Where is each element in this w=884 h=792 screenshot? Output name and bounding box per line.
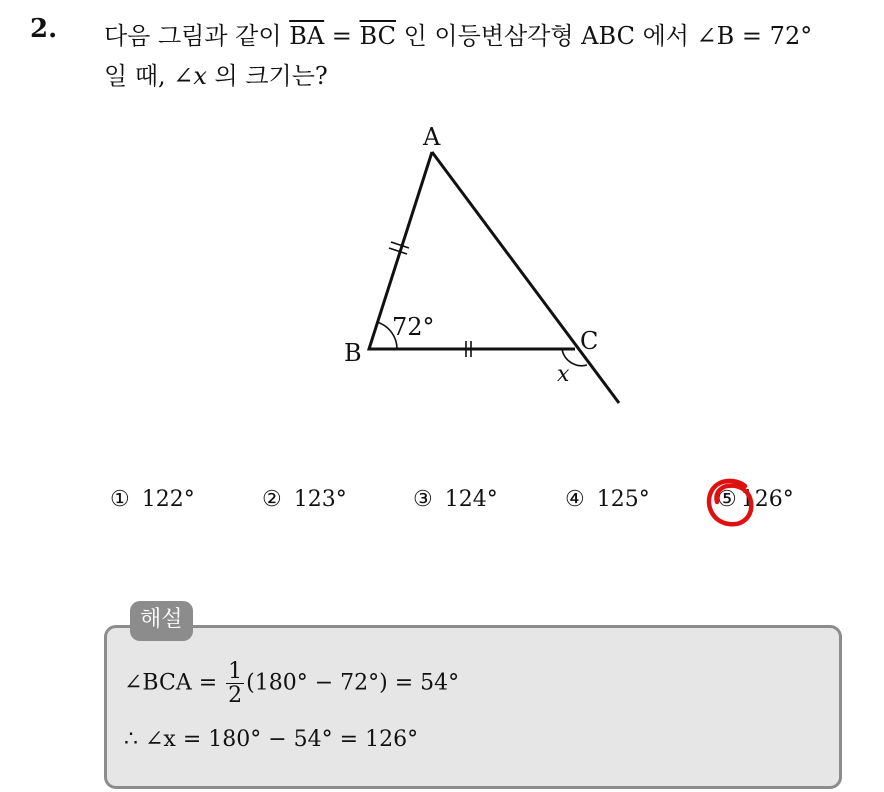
vertex-label-b: B [344,339,362,367]
question-line2-suffix: 의 크기는? [206,62,328,90]
question-text-prefix: 다음 그림과 같이 [104,22,290,50]
question-line2-prefix: 일 때, ∠ [104,62,194,90]
question-text-suffix: 인 이등변삼각형 ABC 에서 ∠B = 72° [395,22,813,50]
side-ac-extension [432,152,619,403]
question-line-2 [104,56,328,91]
choice-3[interactable] [413,487,498,512]
segment-ba: $\overline{BA}$ [289,22,325,50]
solution-lhs: ∠BCA = [124,670,225,696]
fraction-denominator: 2 [228,683,243,709]
choice-2[interactable] [262,487,347,512]
choice-value: 123° [293,487,347,512]
choice-number: ④ [565,487,585,512]
fraction-numerator: 1 [228,659,243,684]
choice-number: ③ [413,487,433,512]
choice-value: 125° [596,487,650,512]
choice-number: ① [110,487,130,512]
angle-label-x: x [557,362,570,387]
choice-number: ⑤ [717,487,737,512]
angle-label-72: 72° [392,313,435,341]
choice-value: 126° [740,487,794,512]
choice-number: ② [262,487,282,512]
segment-bc: $\overline{BC}$ [359,22,396,50]
choice-value: 124° [444,487,498,512]
vertex-label-c: C [580,327,599,355]
answer-circle-mark [705,476,757,530]
solution-line-1 [124,660,459,707]
solution-line-2: ∴ ∠x = 180° − 54° = 126° [124,727,419,752]
solution-rhs: (180° − 72°) = 54° [246,670,460,696]
red-circle-stroke [709,481,751,524]
equals-sign: = [324,22,360,50]
fraction-one-half [226,660,244,707]
vertex-label-a: A [423,123,441,151]
choice-value: 122° [141,487,195,512]
question-number: 2. [30,14,58,44]
choice-1[interactable] [110,487,195,512]
triangle-figure [330,115,630,415]
choice-4[interactable] [565,487,650,512]
question-variable-x: x [193,62,207,90]
question-line-1 [104,16,812,51]
solution-tab: 해설 [130,601,193,641]
